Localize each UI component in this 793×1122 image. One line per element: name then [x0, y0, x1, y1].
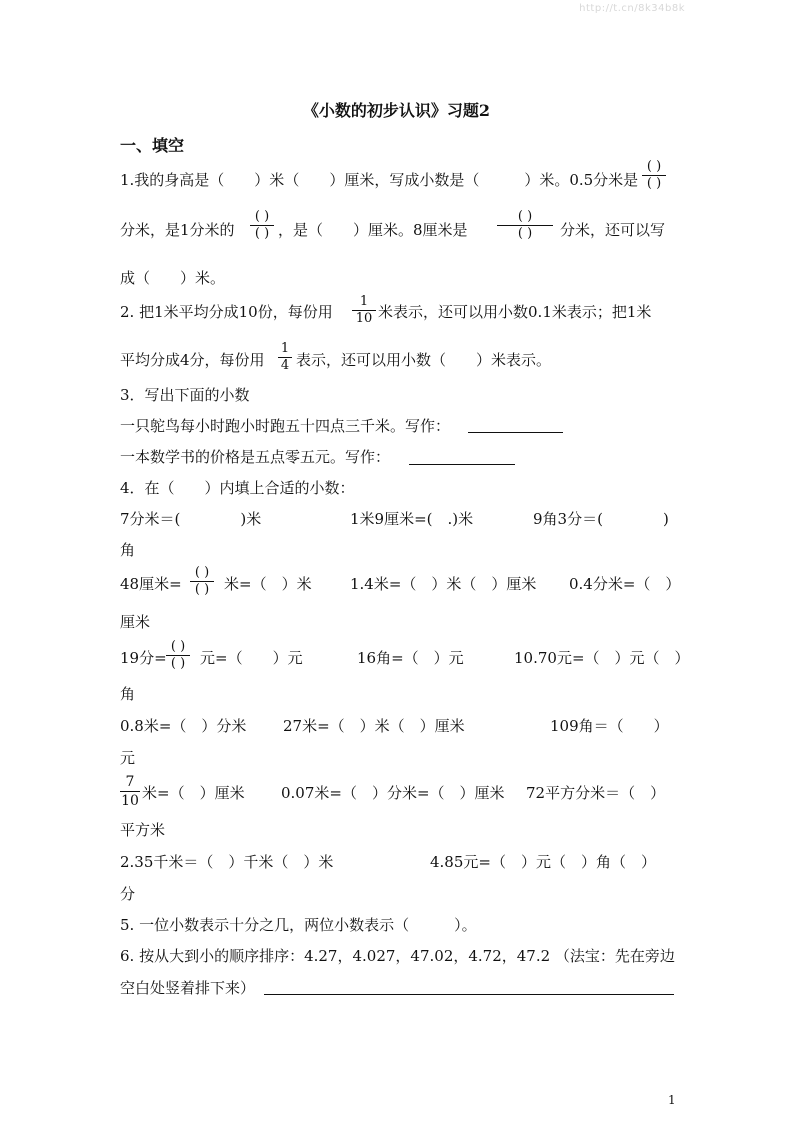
fraction-numerator: ( ): [646, 159, 662, 174]
q6-answer-line[interactable]: [264, 994, 674, 995]
q4-heading: 4．在（ ）内填上合适的小数：: [120, 479, 355, 497]
q4-row1-b: 1米9厘米=( .)米: [350, 510, 474, 528]
q4-row2-a: 48厘米=: [120, 575, 182, 593]
fraction-denominator: ( ): [254, 226, 270, 241]
q1-fraction-c: [497, 210, 553, 241]
q1-line3: 成（ ）米。: [120, 269, 226, 287]
q4-row1-d: 角: [120, 541, 136, 559]
q4-row2-fraction: [190, 566, 214, 597]
q2-line1a: 2. 把1米平均分成10份，每份用: [120, 303, 333, 321]
q4-row5-d: 平方米: [120, 821, 166, 839]
fraction-denominator: 4: [280, 358, 290, 373]
q4-row3-b: 元=（ ）元: [200, 649, 303, 667]
watermark-url: http://t.cn/8k34b8k: [579, 3, 685, 14]
q4-row5-a: 米=（ ）厘米: [142, 784, 245, 802]
q4-row2-c: 1.4米=（ ）米（ ）厘米: [350, 575, 537, 593]
q1-line1: 1.我的身高是（ ）米（ ）厘米，写成小数是（ ）米。0.5分米是: [120, 171, 639, 189]
q3-heading: 3．写出下面的小数: [120, 386, 250, 404]
fraction-denominator: ( ): [517, 226, 533, 241]
q4-row5-c: 72平方分米＝（ ）: [526, 784, 666, 802]
q1-fraction-a: [642, 160, 666, 191]
q4-row4-b: 27米=（ ）米（ ）厘米: [283, 717, 465, 735]
q4-row4-c: 109角＝（ ）: [550, 717, 669, 735]
q4-row2-b: 米=（ ）米: [224, 575, 312, 593]
q2-fraction-a: [352, 295, 376, 326]
page-number: 1: [668, 1093, 676, 1107]
q1-fraction-b: [250, 210, 274, 241]
fraction-numerator: ( ): [254, 209, 270, 224]
fraction-numerator: 1: [359, 294, 369, 309]
q3-item1-answer-line[interactable]: [468, 432, 563, 433]
q4-row3-fraction: [166, 640, 190, 671]
q4-row3-e: 角: [120, 685, 136, 703]
q4-row6-a: 2.35千米＝（ ）千米（ ）米: [120, 853, 334, 871]
fraction-denominator: 10: [355, 311, 373, 326]
fraction-bar: [120, 791, 140, 792]
q4-row5-fraction: [120, 774, 140, 809]
q2-line2a: 平均分成4分，每份用: [120, 351, 265, 369]
fraction-denominator: ( ): [646, 176, 662, 191]
q2-line1b: 米表示，还可以用小数0.1米表示；把1米: [378, 303, 652, 321]
q4-row3-c: 16角=（ ）元: [357, 649, 464, 667]
q1-line2b: ，是（ ）厘米。8厘米是: [278, 221, 468, 239]
q4-row2-e: 厘米: [120, 613, 151, 631]
q1-line2c: 分米，还可以写: [560, 221, 666, 239]
q5-text: 5. 一位小数表示十分之几，两位小数表示（ ）。: [120, 916, 477, 934]
fraction-denominator: ( ): [170, 656, 186, 671]
q4-row4-a: 0.8米=（ ）分米: [120, 717, 247, 735]
q4-row4-d: 元: [120, 749, 136, 767]
page-title: 《小数的初步认识》习题2: [302, 101, 491, 120]
q2-line2b: 表示，还可以用小数（ ）米表示。: [296, 351, 552, 369]
q4-row6-b: 4.85元=（ ）元（ ）角（ ）: [430, 853, 656, 871]
q1-line2a: 分米，是1分米的: [120, 221, 235, 239]
q4-row6-c: 分: [120, 885, 136, 903]
q4-row1-a: 7分米＝( )米: [120, 510, 262, 528]
section-heading-fill-blank: 一、填空: [120, 136, 185, 155]
q6-line2: 空白处竖着排下来）: [120, 979, 256, 997]
q2-fraction-b: [278, 342, 292, 373]
fraction-denominator: 10: [121, 793, 139, 809]
q3-item2-answer-line[interactable]: [409, 464, 515, 465]
fraction-numerator: ( ): [517, 209, 533, 224]
q4-row3-a: 19分=: [120, 649, 167, 667]
q6-line1: 6. 按从大到小的顺序排序：4.27，4.027，47.02，4.72，47.2 （法宝：先在旁边: [120, 947, 675, 965]
q3-item2: 一本数学书的价格是五点零五元。写作：: [120, 448, 391, 466]
q4-row2-d: 0.4分米=（ ）: [569, 575, 681, 593]
q3-item1: 一只鸵鸟每小时跑小时跑五十四点三千米。写作：: [120, 417, 451, 435]
q4-row3-d: 10.70元=（ ）元（ ）: [514, 649, 690, 667]
fraction-numerator: ( ): [194, 565, 210, 580]
fraction-numerator: 7: [125, 774, 135, 790]
q4-row5-b: 0.07米=（ ）分米=（ ）厘米: [281, 784, 505, 802]
fraction-numerator: ( ): [170, 639, 186, 654]
fraction-denominator: ( ): [194, 582, 210, 597]
fraction-numerator: 1: [280, 341, 290, 356]
q4-row1-c: 9角3分＝( ): [533, 510, 669, 528]
